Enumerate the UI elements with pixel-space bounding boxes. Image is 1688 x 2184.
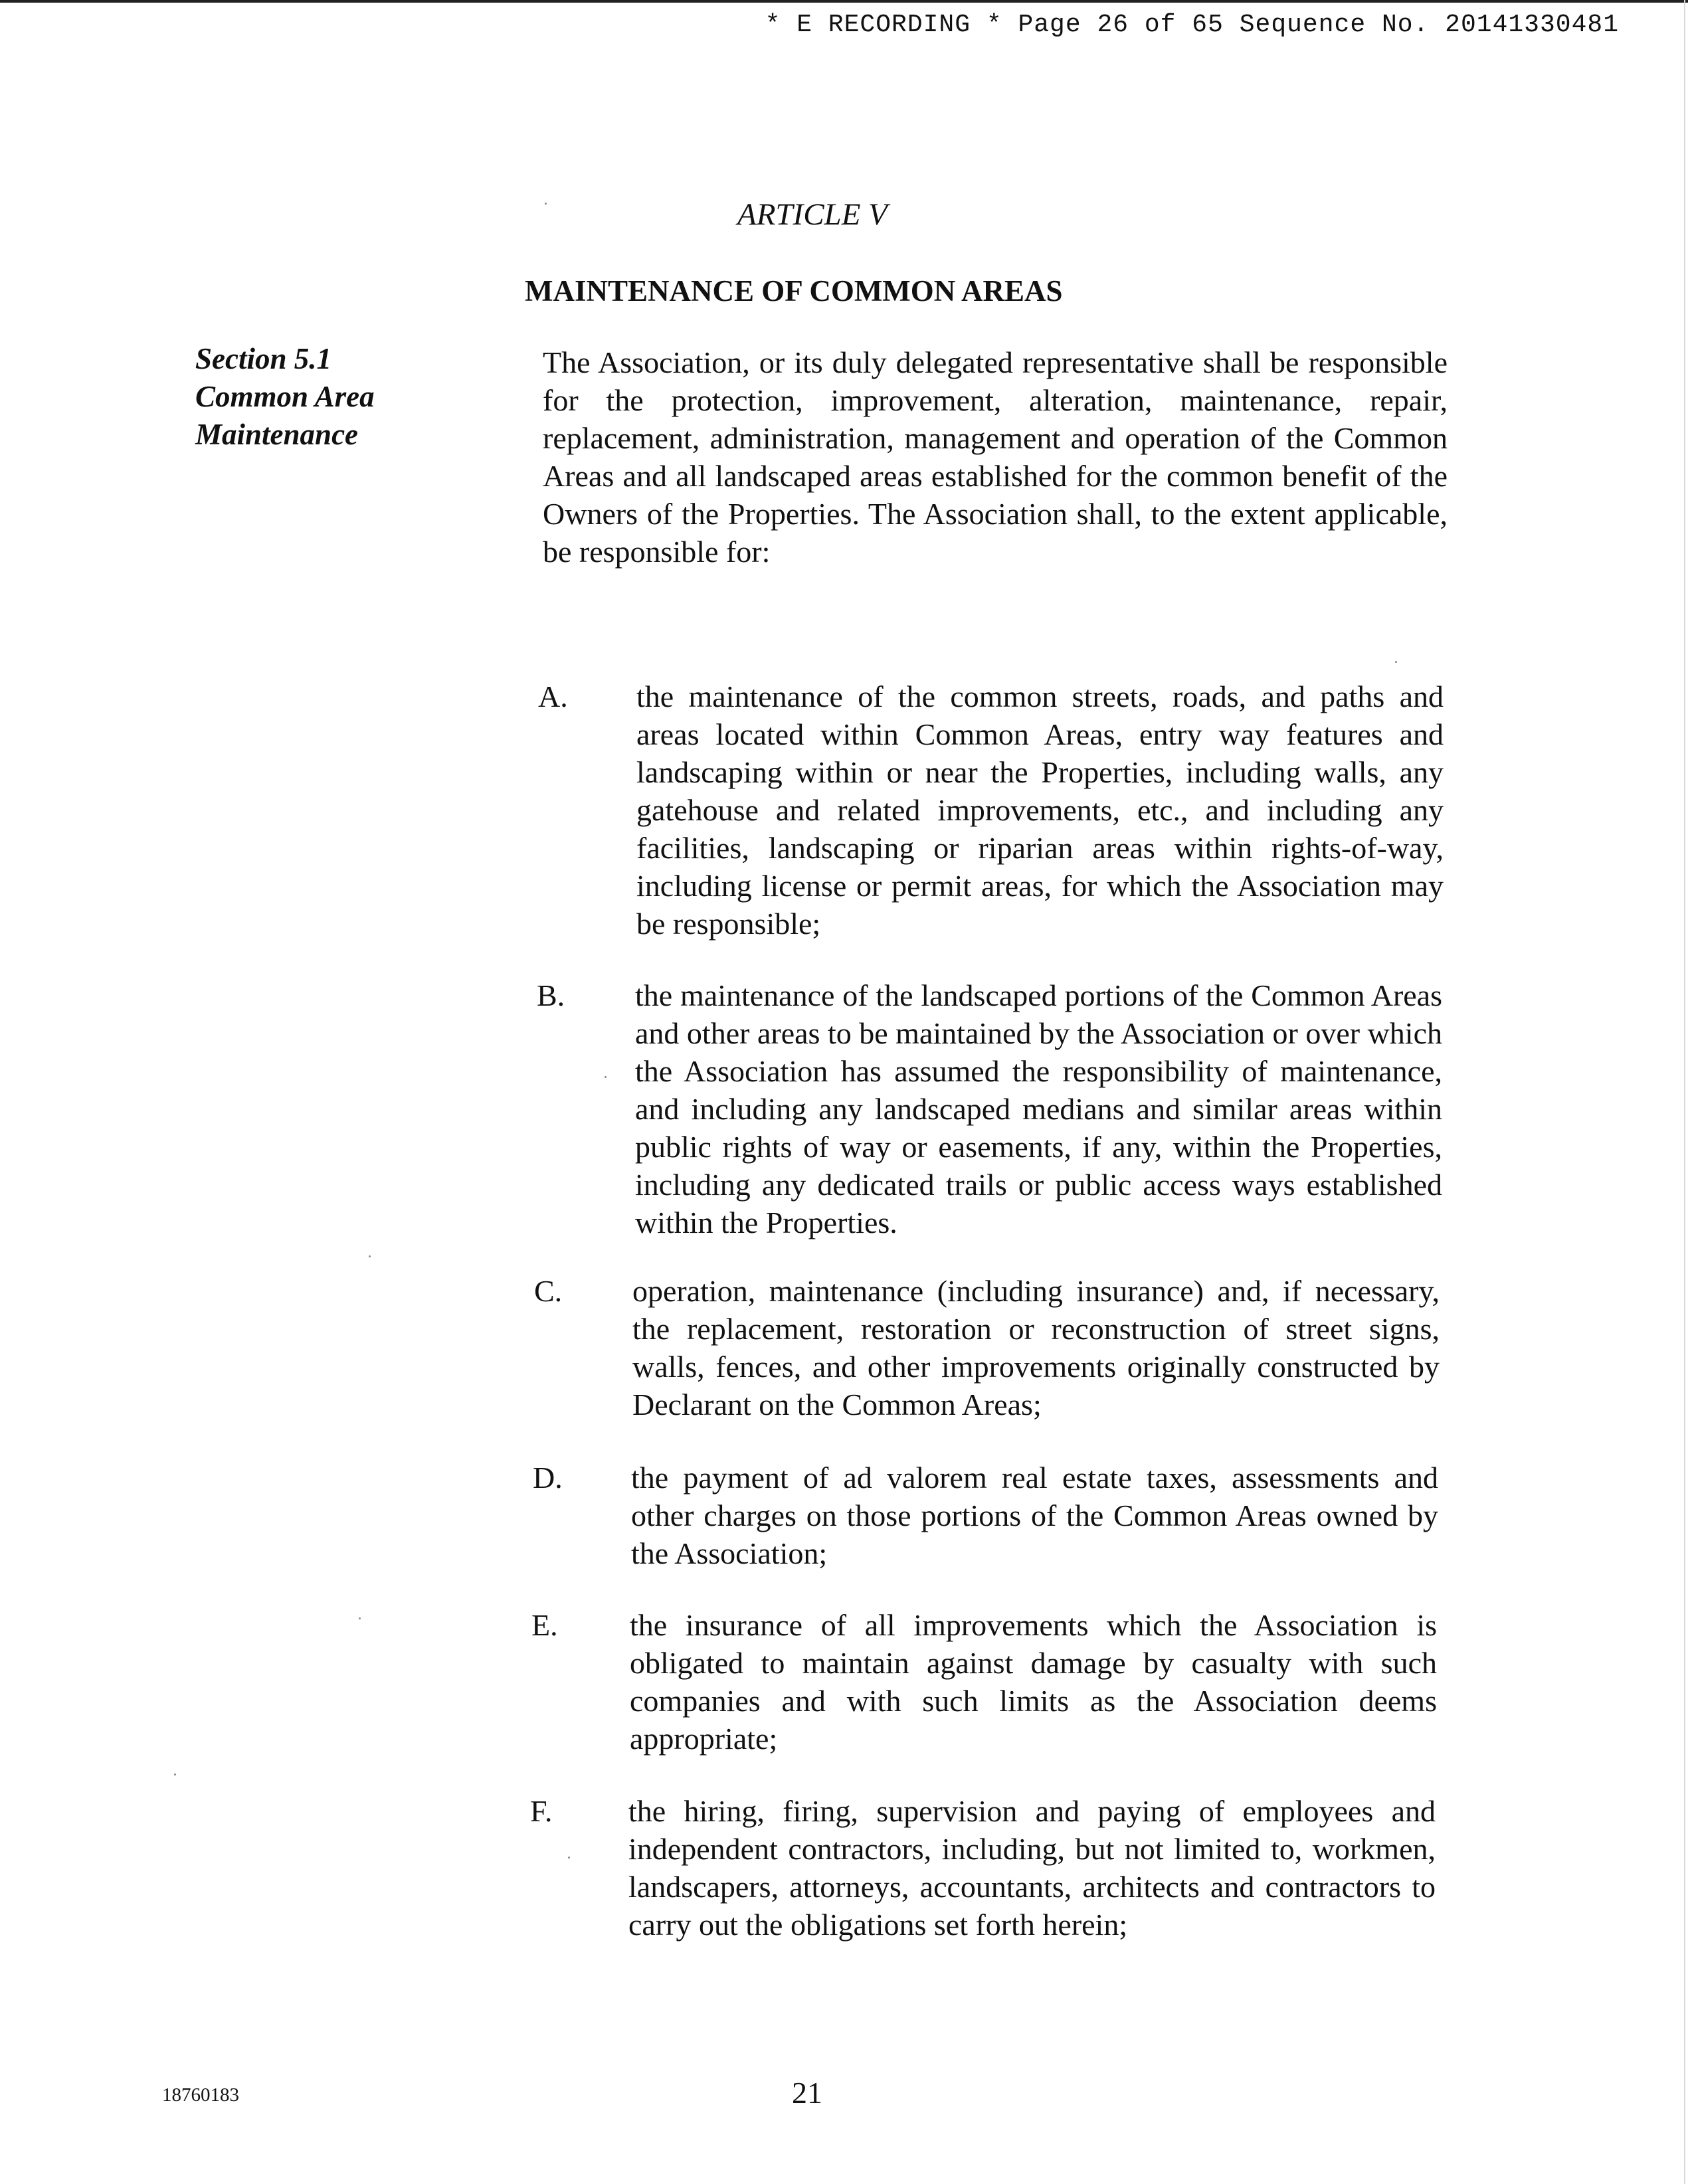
scan-speck <box>369 1255 371 1257</box>
list-item-text: the payment of ad valorem real estate taxes, assessments and other charges on those portions of the Common Areas owned by the Association; <box>631 1461 1438 1570</box>
scan-speck <box>174 1774 176 1775</box>
list-item-letter: C. <box>534 1274 563 1308</box>
scan-right-edge <box>1684 0 1685 2184</box>
list-item-letter: B. <box>537 978 565 1012</box>
section-label-line-2: Common Area <box>195 380 375 413</box>
list-item-letter: F. <box>530 1794 553 1828</box>
list-item-letter: D. <box>533 1461 563 1495</box>
section-side-label <box>195 340 375 454</box>
page-number: 21 <box>792 2076 822 2110</box>
scan-speck <box>359 1617 361 1619</box>
list-item-text: operation, maintenance (including insurance) and, if necessary, the replacement, restoration or reconstruction of street signs, walls, fences, and other improvements originally constructed by Declarant on the Common Areas; <box>632 1274 1440 1421</box>
document-id: 18760183 <box>162 2084 239 2106</box>
list-item-text: the maintenance of the common streets, roads, and paths and areas located within Common Areas, entry way features and landscaping within or near the Properties, including walls, any gatehouse and related improvements, etc., and including any facilities, landscaping or riparian areas within rights-of-way, including license or permit areas, for which the Association may be responsible; <box>636 680 1444 941</box>
section-label-line-1: Section 5.1 <box>195 342 332 375</box>
recording-header: * E RECORDING * Page 26 of 65 Sequence No. 20141330481 <box>765 11 1619 39</box>
scan-speck <box>1395 661 1397 663</box>
list-item-text: the maintenance of the landscaped portions of the Common Areas and other areas to be maintained by the Association or over which the Association has assumed the responsibility of maintenance, and including any landscaped medians and similar areas within public rights of way or easements, if any, within the Properties, including any dedicated trails or public access ways established within the Properties. <box>635 978 1442 1239</box>
scan-speck <box>605 1076 607 1078</box>
list-item-letter: A. <box>538 680 568 713</box>
list-item-letter: E. <box>531 1608 558 1642</box>
article-title: MAINTENANCE OF COMMON AREAS <box>525 274 1063 308</box>
scan-speck <box>545 203 547 205</box>
section-intro-paragraph: The Association, or its duly delegated representative shall be responsible for the protection, improvement, alteration, maintenance, repair, replacement, administration, management and operation of the Common Areas and all landscaped areas established for the common benefit of the Owners of the Properties. The Association shall, to the extent applicable, be responsible for: <box>543 345 1448 569</box>
top-border-line <box>0 0 1688 3</box>
section-label-line-3: Maintenance <box>195 418 359 451</box>
scan-speck <box>568 1857 570 1859</box>
list-item-text: the insurance of all improvements which the Association is obligated to maintain against damage by casualty with such companies and with such limits as the Association deems appropriate; <box>630 1608 1437 1756</box>
list-item-text: the hiring, firing, supervision and paying of employees and independent contractors, including, but not limited to, workmen, landscapers, attorneys, accountants, architects and contractors to carry out the obligations set forth herein; <box>628 1794 1436 1942</box>
article-number: ARTICLE V <box>737 197 888 232</box>
